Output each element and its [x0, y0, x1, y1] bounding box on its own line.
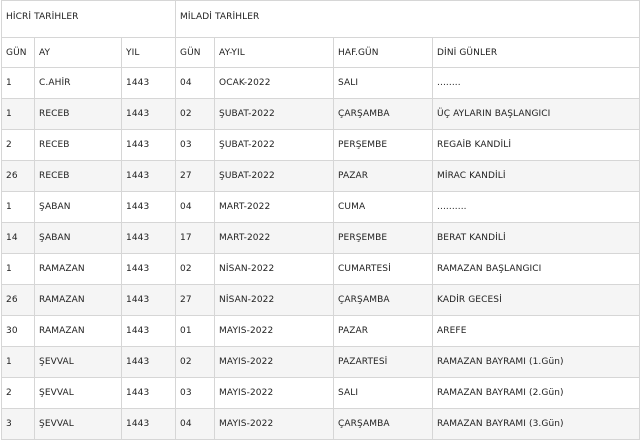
religious-day-cell: RAMAZAN BAYRAMI (1.Gün)	[433, 347, 640, 378]
table-row	[2, 285, 640, 316]
miladi-day-cell: 04	[176, 409, 215, 440]
hicri-month-cell: ŞEVVAL	[35, 347, 122, 378]
hicri-month-cell: ŞABAN	[35, 192, 122, 223]
weekday-cell: CUMARTESİ	[334, 254, 433, 285]
weekday-cell: CUMA	[334, 192, 433, 223]
hicri-year-cell: 1443	[122, 192, 176, 223]
hicri-year-cell: 1443	[122, 285, 176, 316]
miladi-group-header: MİLADİ TARİHLER	[176, 1, 640, 38]
hicri-day-cell: 30	[2, 316, 35, 347]
hicri-year-cell: 1443	[122, 161, 176, 192]
miladi-month-year-cell: MART-2022	[215, 192, 334, 223]
hicri-year-cell: 1443	[122, 316, 176, 347]
religious-day-cell: RAMAZAN BAŞLANGICI	[433, 254, 640, 285]
miladi-month-year-cell: NİSAN-2022	[215, 254, 334, 285]
miladi-day-cell: 03	[176, 378, 215, 409]
miladi-month-year-cell: OCAK-2022	[215, 68, 334, 99]
religious-day-cell: ........	[433, 68, 640, 99]
hicri-day-cell: 1	[2, 68, 35, 99]
hicri-day-cell: 1	[2, 254, 35, 285]
miladi-month-year-cell: MAYIS-2022	[215, 409, 334, 440]
hicri-year-cell: 1443	[122, 378, 176, 409]
hicri-day-cell: 26	[2, 161, 35, 192]
miladi-day-cell: 27	[176, 285, 215, 316]
table-row	[2, 254, 640, 285]
miladi-day-cell: 04	[176, 192, 215, 223]
miladi-month-year-cell: MAYIS-2022	[215, 347, 334, 378]
table-row	[2, 316, 640, 347]
column-header-hicri-day: GÜN	[2, 38, 35, 68]
hicri-day-cell: 1	[2, 99, 35, 130]
weekday-cell: ÇARŞAMBA	[334, 99, 433, 130]
hicri-month-cell: RECEB	[35, 130, 122, 161]
hicri-day-cell: 26	[2, 285, 35, 316]
weekday-cell: PERŞEMBE	[334, 130, 433, 161]
table-row	[2, 347, 640, 378]
miladi-day-cell: 04	[176, 68, 215, 99]
column-header-hicri-month: AY	[35, 38, 122, 68]
religious-day-cell: KADİR GECESİ	[433, 285, 640, 316]
religious-day-cell: AREFE	[433, 316, 640, 347]
table-row	[2, 161, 640, 192]
hicri-day-cell: 1	[2, 347, 35, 378]
hicri-day-cell: 2	[2, 378, 35, 409]
religious-day-cell: MİRAC KANDİLİ	[433, 161, 640, 192]
column-header-weekday: HAF.GÜN	[334, 38, 433, 68]
religious-days-table	[1, 0, 640, 440]
miladi-day-cell: 17	[176, 223, 215, 254]
hicri-day-cell: 2	[2, 130, 35, 161]
weekday-cell: SALI	[334, 378, 433, 409]
hicri-day-cell: 3	[2, 409, 35, 440]
hicri-month-cell: RAMAZAN	[35, 285, 122, 316]
hicri-month-cell: RAMAZAN	[35, 254, 122, 285]
hicri-month-cell: RECEB	[35, 99, 122, 130]
religious-day-cell: ..........	[433, 192, 640, 223]
religious-day-cell: ÜÇ AYLARIN BAŞLANGICI	[433, 99, 640, 130]
miladi-month-year-cell: MART-2022	[215, 223, 334, 254]
hicri-year-cell: 1443	[122, 223, 176, 254]
column-header-religious-day: DİNİ GÜNLER	[433, 38, 640, 68]
miladi-month-year-cell: NİSAN-2022	[215, 285, 334, 316]
miladi-day-cell: 27	[176, 161, 215, 192]
hicri-month-cell: ŞEVVAL	[35, 378, 122, 409]
hicri-group-header: HİCRİ TARİHLER	[2, 1, 176, 38]
header-group-row	[2, 1, 640, 38]
column-header-miladi-month-year: AY-YIL	[215, 38, 334, 68]
column-header-miladi-day: GÜN	[176, 38, 215, 68]
hicri-year-cell: 1443	[122, 409, 176, 440]
religious-day-cell: RAMAZAN BAYRAMI (3.Gün)	[433, 409, 640, 440]
religious-day-cell: BERAT KANDİLİ	[433, 223, 640, 254]
table-row	[2, 68, 640, 99]
weekday-cell: PERŞEMBE	[334, 223, 433, 254]
miladi-day-cell: 01	[176, 316, 215, 347]
miladi-day-cell: 02	[176, 99, 215, 130]
hicri-day-cell: 1	[2, 192, 35, 223]
miladi-day-cell: 02	[176, 347, 215, 378]
table-row	[2, 130, 640, 161]
hicri-month-cell: ŞABAN	[35, 223, 122, 254]
miladi-month-year-cell: ŞUBAT-2022	[215, 99, 334, 130]
hicri-month-cell: C.AHİR	[35, 68, 122, 99]
weekday-cell: PAZARTESİ	[334, 347, 433, 378]
hicri-year-cell: 1443	[122, 347, 176, 378]
table-row	[2, 223, 640, 254]
miladi-month-year-cell: MAYIS-2022	[215, 316, 334, 347]
miladi-month-year-cell: MAYIS-2022	[215, 378, 334, 409]
weekday-cell: ÇARŞAMBA	[334, 409, 433, 440]
column-header-row	[2, 38, 640, 68]
weekday-cell: ÇARŞAMBA	[334, 285, 433, 316]
hicri-year-cell: 1443	[122, 99, 176, 130]
weekday-cell: SALI	[334, 68, 433, 99]
miladi-day-cell: 03	[176, 130, 215, 161]
hicri-month-cell: RAMAZAN	[35, 316, 122, 347]
hicri-month-cell: ŞEVVAL	[35, 409, 122, 440]
miladi-month-year-cell: ŞUBAT-2022	[215, 161, 334, 192]
hicri-year-cell: 1443	[122, 130, 176, 161]
miladi-month-year-cell: ŞUBAT-2022	[215, 130, 334, 161]
religious-day-cell: REGAİB KANDİLİ	[433, 130, 640, 161]
weekday-cell: PAZAR	[334, 161, 433, 192]
miladi-day-cell: 02	[176, 254, 215, 285]
hicri-day-cell: 14	[2, 223, 35, 254]
table-row	[2, 99, 640, 130]
religious-day-cell: RAMAZAN BAYRAMI (2.Gün)	[433, 378, 640, 409]
weekday-cell: PAZAR	[334, 316, 433, 347]
table-row	[2, 378, 640, 409]
table-row	[2, 409, 640, 440]
hicri-year-cell: 1443	[122, 254, 176, 285]
table-row	[2, 192, 640, 223]
hicri-year-cell: 1443	[122, 68, 176, 99]
column-header-hicri-year: YIL	[122, 38, 176, 68]
hicri-month-cell: RECEB	[35, 161, 122, 192]
